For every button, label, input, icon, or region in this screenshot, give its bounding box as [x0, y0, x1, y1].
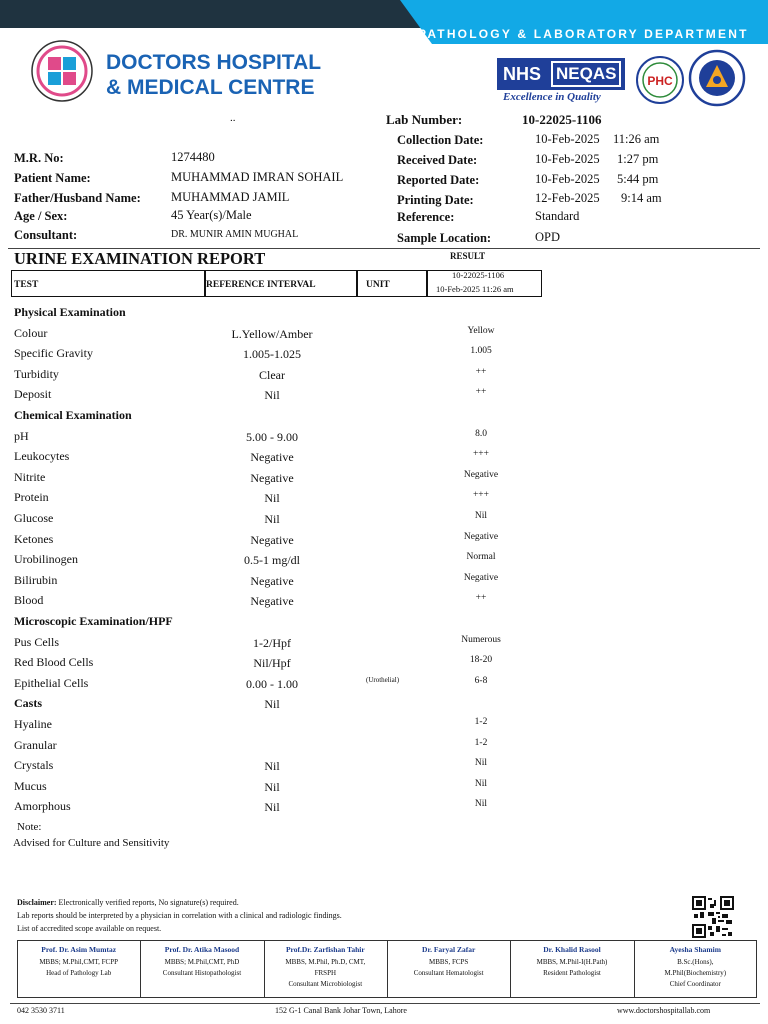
lab-number-value: 10-22025-1106 — [522, 112, 602, 127]
section-heading: Casts — [14, 696, 43, 711]
result-value: Negative — [463, 572, 499, 583]
test-name: Leukocytes — [14, 449, 70, 464]
received-time-value: 1:27 pm — [617, 152, 659, 166]
result-value: Nil — [474, 799, 488, 810]
result-value: Nil — [474, 778, 488, 789]
signatory-name: Dr. Faryal Zafar — [422, 945, 476, 954]
consultant-value: DR. MUNIR AMIN MUGHAL — [171, 229, 299, 240]
section-heading: Physical Examination — [14, 305, 126, 319]
test-name: Red Blood Cells — [14, 655, 94, 670]
father-name-label: Father/Husband Name: — [14, 191, 141, 205]
signatory-credential: MBBS; M.Phil,CMT, PhD — [164, 958, 240, 966]
test-name: Hyaline — [14, 717, 52, 731]
disclaimer-line2: Lab reports should be interpreted by a physician in correlation with a clinical and radiologic findings. — [17, 911, 342, 920]
footer-divider — [10, 1003, 760, 1004]
hospital-logo-icon — [31, 40, 93, 102]
result-value: Numerous — [461, 634, 501, 645]
test-name: Protein — [14, 490, 49, 505]
collection-time-value: 11:26 am — [613, 132, 660, 146]
hospital-name-line2: & MEDICAL CENTRE — [106, 76, 315, 99]
father-name-value: MUHAMMAD JAMIL — [171, 190, 290, 204]
advice-text: Advised for Culture and Sensitivity — [13, 837, 170, 849]
test-name: Turbidity — [14, 366, 59, 381]
reference-interval: 1.005-1.025 — [243, 347, 301, 362]
hospital-name-line1: DOCTORS HOSPITAL — [106, 51, 322, 74]
signatory-name: Prof. Dr. Asim Mumtaz — [41, 945, 117, 954]
disclaimer-text: Electronically verified reports, No signature(s) required. — [58, 898, 239, 907]
reference-interval: Nil — [264, 388, 280, 403]
result-value: Nil — [474, 511, 488, 521]
website: www.doctorshospitallab.com — [617, 1006, 711, 1015]
reference-label: Reference: — [397, 210, 455, 224]
result-value: Yellow — [467, 325, 495, 336]
result-value: Negative — [463, 469, 499, 480]
reference-interval: 5.00 - 9.00 — [246, 429, 298, 444]
patient-name-value: MUHAMMAD IMRAN SOHAIL — [171, 170, 344, 184]
patient-name-label: Patient Name: — [14, 171, 91, 185]
signatory-name: Ayesha Shamim — [669, 945, 721, 954]
lab-number-label: Lab Number: — [386, 112, 463, 127]
signatory-credential: MBBS; M.Phil,CMT, FCPP — [39, 958, 118, 966]
printing-date-label: Printing Date: — [397, 193, 474, 207]
received-date-label: Received Date: — [397, 153, 478, 167]
test-name: Ketones — [14, 531, 54, 546]
report-title: URINE EXAMINATION REPORT — [14, 249, 266, 268]
test-name: Amorphous — [14, 799, 71, 814]
result-value: Normal — [466, 552, 496, 563]
result-value: ++ — [475, 387, 487, 398]
header-dark-bar — [0, 0, 430, 28]
age-sex-label: Age / Sex: — [14, 209, 68, 223]
col-reference-interval: REFERENCE INTERVAL — [206, 280, 316, 290]
unit-note: (Urothelial) — [366, 676, 400, 684]
test-name: Specific Gravity — [14, 346, 93, 361]
reference-interval: L.Yellow/Amber — [231, 326, 313, 341]
reference-interval: Nil — [264, 697, 280, 712]
signatory-credential: B.Sc.(Hons), — [677, 958, 714, 966]
reference-interval: 1-2/Hpf — [253, 635, 291, 650]
age-sex-value: 45 Year(s)/Male — [171, 208, 252, 222]
result-value: ++ — [475, 366, 487, 377]
reference-interval: 0.5-1 mg/dl — [244, 553, 300, 568]
result-value: 8.0 — [475, 428, 487, 439]
signatory-credential: MBBS, M.Phil-I(H.Path) — [536, 958, 608, 966]
phc-seal-icon — [636, 56, 684, 104]
test-name: Nitrite — [14, 469, 46, 484]
test-name: Epithelial Cells — [14, 675, 89, 690]
test-name: Pus Cells — [14, 634, 60, 649]
section-heading: Microscopic Examination/HPF — [14, 614, 173, 628]
result-value: ++ — [475, 593, 487, 604]
hospital-name — [106, 50, 321, 100]
collection-date-label: Collection Date: — [397, 133, 484, 147]
test-name: Blood — [14, 593, 44, 608]
signatory-credential: Head of Pathology Lab — [46, 969, 112, 977]
test-name: Urobilinogen — [14, 552, 78, 567]
reference-interval: Nil — [264, 759, 280, 774]
signatory-credential: M.Phil(Biochemistry) — [664, 969, 727, 977]
phone-number: 042 3530 3711 — [17, 1006, 65, 1015]
mr-no-value: 1274480 — [171, 150, 215, 164]
result-value: +++ — [472, 490, 490, 501]
signatory-name: Prof.Dr. Zarfishan Tahir — [285, 945, 365, 954]
signatory-credential: MBBS, M.Phil, Ph.D, CMT, — [285, 958, 366, 966]
signatory-name: Prof. Dr. Atika Masood — [164, 945, 240, 954]
test-name: Crystals — [14, 758, 54, 773]
test-name: Granular — [14, 737, 57, 752]
department-title: PATHOLOGY & LABORATORY DEPARTMENT — [418, 27, 749, 41]
sample-location-label: Sample Location: — [397, 231, 492, 245]
reference-interval: Nil — [264, 800, 280, 815]
reference-interval: Negative — [250, 450, 294, 465]
reference-value: Standard — [535, 209, 580, 223]
signatory-credential: MBBS, FCPS — [429, 958, 469, 966]
result-lab-id: 10-22025-1106 — [452, 270, 505, 280]
reference-interval: Negative — [250, 532, 294, 547]
disclaimer — [17, 898, 239, 907]
reference-interval: Negative — [250, 594, 294, 609]
printing-date-value: 12-Feb-2025 — [535, 191, 600, 205]
nhs-label: NHS — [503, 64, 542, 84]
col-divider — [426, 270, 428, 297]
result-value: 1-2 — [474, 737, 488, 748]
received-date-value: 10-Feb-2025 — [535, 152, 600, 166]
address: 152 G-1 Canal Bank Johar Town, Lahore — [275, 1006, 407, 1015]
test-name: Colour — [14, 325, 48, 340]
signatory-credential: FRSPH — [314, 969, 337, 977]
reference-interval: Clear — [259, 367, 285, 382]
signatory-credential: Chief Coordinator — [669, 980, 721, 988]
reference-interval: Nil — [264, 779, 280, 794]
neqas-label: NEQAS — [556, 64, 617, 83]
result-date: 10-Feb-2025 11:26 am — [436, 284, 514, 294]
nhs-tagline: Excellence in Quality — [503, 91, 601, 103]
signatory-name: Dr. Khalid Rasool — [543, 945, 601, 954]
sample-location-value: OPD — [535, 230, 561, 244]
reported-date-label: Reported Date: — [397, 173, 480, 187]
reference-interval: Nil — [264, 491, 280, 506]
test-name: Bilirubin — [14, 572, 58, 587]
consultant-label: Consultant: — [14, 228, 78, 242]
disclaimer-line3: List of accredited scope available on request. — [17, 924, 162, 933]
result-value: 1.005 — [470, 346, 492, 357]
reference-interval: 0.00 - 1.00 — [246, 676, 298, 691]
cap-seal-icon — [688, 49, 746, 107]
disclaimer-label: Disclaimer: — [17, 898, 57, 907]
signatory-credential: Consultant Microbiologist — [288, 980, 363, 988]
reference-interval: Nil/Hpf — [253, 656, 291, 671]
signatory-credential: Consultant Hematologist — [413, 969, 484, 977]
reference-interval: Negative — [250, 470, 294, 485]
result-value: +++ — [472, 449, 490, 460]
result-value: 6-8 — [474, 675, 488, 686]
reference-interval: Nil — [264, 512, 280, 526]
col-test: TEST — [14, 280, 39, 290]
header-dots: .. — [230, 112, 236, 124]
result-value: 1-2 — [474, 717, 488, 727]
col-unit: UNIT — [366, 280, 390, 290]
result-value: 18-20 — [469, 655, 493, 666]
svg-text:PHC: PHC — [647, 74, 673, 88]
signatory-credential: Consultant Histopathologist — [162, 969, 242, 977]
result-value: Nil — [474, 758, 488, 769]
result-header: RESULT — [450, 251, 486, 261]
mr-no-label: M.R. No: — [14, 151, 64, 165]
qr-code-icon — [692, 896, 734, 938]
test-name: Mucus — [14, 778, 47, 793]
col-divider — [356, 270, 358, 297]
test-name: Deposit — [14, 387, 52, 402]
reported-date-value: 10-Feb-2025 — [535, 172, 600, 186]
reported-time-value: 5:44 pm — [617, 172, 659, 186]
collection-date-value: 10-Feb-2025 — [535, 132, 600, 146]
printing-time-value: 9:14 am — [621, 191, 662, 205]
signatory-credential: Resident Pathologist — [543, 969, 601, 977]
reference-interval: Negative — [250, 573, 294, 588]
test-name: Glucose — [14, 511, 54, 525]
test-name: pH — [14, 428, 29, 443]
section-heading: Chemical Examination — [14, 408, 132, 422]
note-label: Note: — [17, 821, 42, 833]
result-value: Negative — [463, 531, 499, 542]
